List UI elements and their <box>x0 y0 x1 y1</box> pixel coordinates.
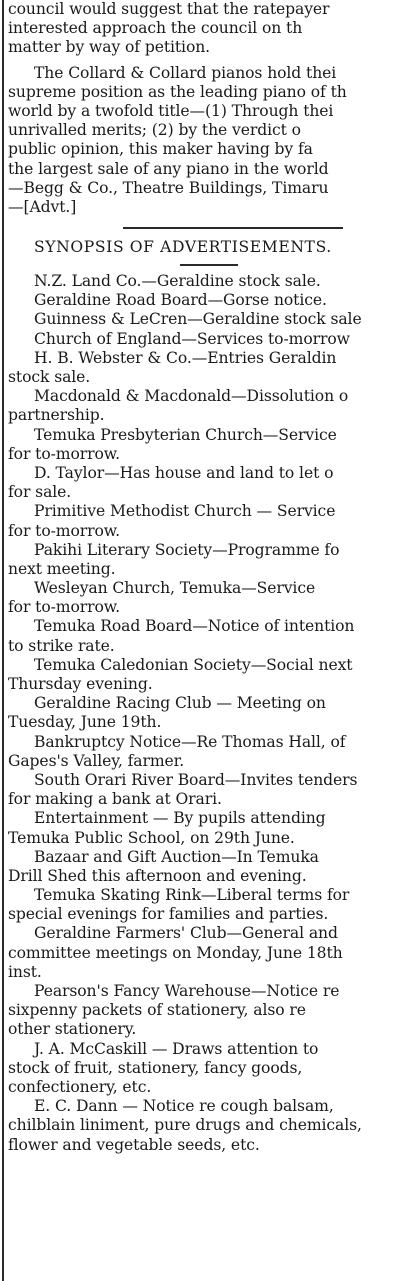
advertisement-line: Geraldine Racing Club — Meeting on <box>34 694 326 713</box>
advertisement-line: flower and vegetable seeds, etc. <box>8 1135 260 1154</box>
advertisement-entry <box>8 809 409 847</box>
advertisement-line: to strike rate. <box>8 636 115 655</box>
advertisement-line: confectionery, etc. <box>8 1077 152 1096</box>
advertorial-line: unrivalled merits; (2) by the verdict o <box>8 121 301 140</box>
advertisement-line: stock sale. <box>8 368 91 386</box>
advertisement-line: Pakihi Literary Society—Programme fo <box>34 540 340 559</box>
advertisement-line: H. B. Webster & Co.—Entries Geraldin <box>34 348 337 367</box>
advertisement-entry <box>8 387 409 425</box>
advertisement-line: committee meetings on Monday, June 18th <box>8 943 343 962</box>
advertisement-line: Bazaar and Gift Auction—In Temuka <box>34 847 319 866</box>
advertisement-entry <box>8 541 409 579</box>
advertisement-entry <box>8 291 409 310</box>
advertisement-entry <box>8 426 409 464</box>
advertisement-line: stock of fruit, stationery, fancy goods, <box>8 1058 303 1077</box>
advertisement-line: E. C. Dann — Notice re cough balsam, <box>34 1097 334 1116</box>
advertisement-entry <box>8 349 409 387</box>
advertisement-line: other stationery. <box>8 1020 137 1039</box>
advertisement-list <box>8 272 409 1155</box>
advertisement-entry <box>8 330 409 349</box>
advertisement-line: Tuesday, June 19th. <box>8 713 162 732</box>
advertisement-line: for to-morrow. <box>8 444 121 463</box>
advertisement-line: inst. <box>8 962 42 981</box>
advertisement-entry <box>8 771 409 809</box>
advertisement-entry <box>8 924 409 982</box>
advertisement-line: for to-morrow. <box>8 521 121 540</box>
advertisement-line: Gapes's Valley, farmer. <box>8 751 185 770</box>
advertisement-line: Geraldine Road Board—Gorse notice. <box>34 291 327 310</box>
advertorial-line: supreme position as the leading piano of th <box>8 82 347 101</box>
advertorial-line: public opinion, this maker having by fa <box>8 140 313 159</box>
advertisement-entry <box>8 733 409 771</box>
advertisement-line: Temuka Public School, on 29th June. <box>8 828 295 847</box>
advertisement-line: Wesleyan Church, Temuka—Service <box>34 579 316 598</box>
advertisement-entry <box>8 502 409 540</box>
intro-line: matter by way of petition. <box>8 38 211 57</box>
advertisement-line: Temuka Road Board—Notice of intention <box>34 617 355 636</box>
advertisement-line: next meeting. <box>8 559 116 578</box>
heading-underline <box>180 264 238 266</box>
advertisement-line: sixpenny packets of stationery, also re <box>8 1001 306 1020</box>
advertisement-line: for sale. <box>8 483 72 502</box>
advertorial-line: the largest sale of any piano in the world <box>8 159 329 178</box>
advertisement-line: Thursday evening. <box>8 675 153 693</box>
advertisement-line: Drill Shed this afternoon and evening. <box>8 866 307 885</box>
advertisement-entry <box>8 272 409 291</box>
advertisement-entry <box>8 1040 409 1098</box>
advertorial-line: —Begg & Co., Theatre Buildings, Timaru <box>8 178 329 197</box>
advertisement-entry <box>8 464 409 502</box>
advertisement-line: Entertainment — By pupils attending <box>34 809 326 828</box>
advertisement-line: South Orari River Board—Invites tenders <box>34 770 358 789</box>
intro-paragraph <box>8 0 409 58</box>
advertisement-entry <box>8 694 409 732</box>
advertisement-entry <box>8 848 409 886</box>
column-left-rule <box>2 0 4 1281</box>
advertisement-line: Church of England—Services to-morrow <box>34 329 350 348</box>
advertisement-entry <box>8 310 409 329</box>
advertisement-entry <box>8 579 409 617</box>
intro-line: council would suggest that the ratepayer <box>8 0 330 18</box>
intro-line: interested approach the council on th <box>8 19 303 38</box>
advertisement-line: J. A. McCaskill — Draws attention to <box>34 1039 319 1058</box>
advertisement-line: Bankruptcy Notice—Re Thomas Hall, of <box>34 732 346 751</box>
advertorial-line: —[Advt.] <box>8 197 77 216</box>
newspaper-column <box>8 0 409 1155</box>
advertisement-line: Temuka Caledonian Society—Social next <box>34 655 353 674</box>
advertisement-line: Primitive Methodist Church — Service <box>34 502 336 521</box>
advertisement-line: for making a bank at Orari. <box>8 790 222 809</box>
advertisement-entry <box>8 886 409 924</box>
advertisement-entry <box>8 982 409 1040</box>
section-heading: SYNOPSIS OF ADVERTISEMENTS. <box>34 238 332 257</box>
advertisement-line: chilblain liniment, pure drugs and chemicals, <box>8 1116 362 1135</box>
advertisement-line: Guinness & LeCren—Geraldine stock sale <box>34 310 362 329</box>
advertisement-line: Macdonald & Macdonald—Dissolution o <box>34 387 349 406</box>
section-divider <box>123 227 343 229</box>
advertorial-line: world by a twofold title—(1) Through thei <box>8 101 334 120</box>
advertisement-line: special evenings for families and parties. <box>8 905 329 924</box>
advertisement-line: for to-morrow. <box>8 598 121 617</box>
advertisement-entry <box>8 1097 409 1155</box>
advertisement-line: N.Z. Land Co.—Geraldine stock sale. <box>34 272 321 291</box>
advertisement-line: Temuka Skating Rink—Liberal terms for <box>34 886 350 905</box>
advertisement-line: Pearson's Fancy Warehouse—Notice re <box>34 982 340 1000</box>
advertorial-paragraph <box>8 64 409 218</box>
advertisement-line: partnership. <box>8 406 105 425</box>
advertisement-entry <box>8 617 409 655</box>
advertisement-line: D. Taylor—Has house and land to let o <box>34 463 334 482</box>
advertisement-line: Geraldine Farmers' Club—General and <box>34 924 338 943</box>
advertisement-entry <box>8 656 409 694</box>
advertorial-line: The Collard & Collard pianos hold thei <box>34 63 337 82</box>
advertisement-line: Temuka Presbyterian Church—Service <box>34 425 337 444</box>
